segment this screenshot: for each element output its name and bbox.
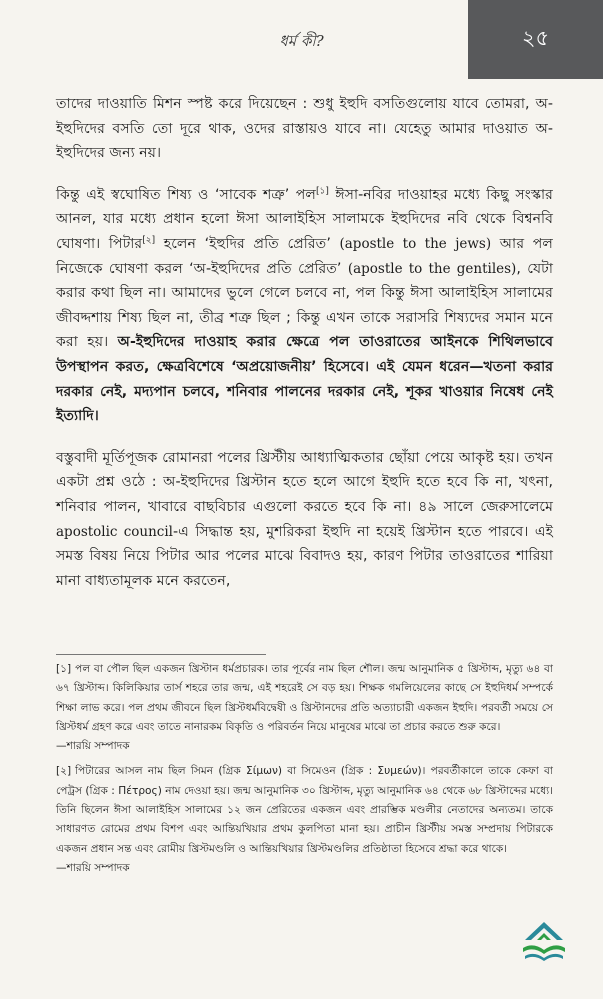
paragraph-3 [56, 446, 553, 594]
footnote-1-label: [১] [56, 663, 72, 675]
footnote-1-text: পল বা পৌল ছিল একজন খ্রিস্টান ধর্মপ্রচারক। তার পূর্বের নাম ছিল শৌল। জন্ম আনুমানিক ৫ খ্রিস্টাব্দ, মৃত্যু ৬৪ বা ৬৭ খ্রিস্টাব্দ। কিলিকিয়ার তার্স শহরে তার জন্ম, এই শহরেই সে বড় হয়। শিক্ষক গমলিয়েলের কাছে সে ইহুদিধর্ম সম্পর্কে শিক্ষা লাভ করে। পল প্রথম জীবনে ছিল খ্রিস্টধর্মবিদ্বেষী ও খ্রিস্টানদের প্রতি অত্যাচারী একজন ইহুদি। পরবর্তী সময়ে সে খ্রিস্টধর্ম গ্রহণ করে এবং তাতে নানারকম বিকৃতি ও পরিবর্তন নিয়ে মানুষের মাঝে তা প্রচার করতে শুরু করে। [56, 663, 553, 733]
p2-text-4: আর পল নিজেকে ঘোষণা করল ‘অ-ইহুদিদের প্রতি প্রেরিত’ [56, 235, 553, 277]
running-title: ধর্ম কী? [279, 32, 324, 50]
footnote-2 [56, 762, 553, 878]
p2-bold-text: অ-ইহুদিদের দাওয়াহ করার ক্ষেত্রে পল তাওরাতের আইনকে শিথিলভাবে উপস্থাপন করত, ক্ষেত্রবিশেষে ‘অপ্রয়োজনীয়’ হিসেবে। এই যেমন ধরেন—খতনা করার দরকার নেই, মদ্যপান চলবে, শনিবার পালনের দরকার নেই, শূকর খাওয়ার নিষেধ নেই ইত্যাদি। [56, 334, 553, 425]
footnote-1 [56, 660, 553, 756]
footnote-1-signature: —শারয়ি সম্পাদক [56, 740, 130, 753]
paragraph-1: তাদের দাওয়াতি মিশন স্পষ্ট করে দিয়েছেন : শুধু ইহুদি বসতিগুলোয় যাবে তোমরা, অ-ইহুদিদের বসতি তো দূরে থাক, ওদের রাস্তায়ও যাবে না। যেহেতু আমার দাওয়াত অ-ইহুদিদের জন্য নয়। [56, 96, 553, 162]
page-header [0, 0, 603, 80]
p2-text-1: কিন্তু এই স্বঘোষিত শিষ্য ও ‘সাবেক শত্রু’ পল [56, 186, 316, 203]
p2-text-5: , যেটা করার কথা ছিল না। আমাদের ভুলে গেলে চলবে না, পল কিন্তু ঈসা আলাইহিস সালামের জীবদ্দশায় শিষ্য ছিল না, তীব্র শত্রু ছিল ; কিন্তু এখন তাকে সরাসরি শিষ্যদের সমান মনে করা হয়। [56, 260, 554, 351]
footnote-ref-1[interactable]: [১] [315, 186, 329, 197]
footnote-2-signature: —শারয়ি সম্পাদক [56, 861, 130, 874]
p3-text-1: বস্তুবাদী মূর্তিপূজক রোমানরা পলের খ্রিস্টীয় আধ্যাত্মিকতার ছোঁয়া পেয়ে আকৃষ্ট হয়। তখন একটা প্রশ্ন ওঠে : অ-ইহুদিদের খ্রিস্টান হতে হলে আগে ইহুদি হতে হবে কি না, খৎনা, শনিবার পালন, খাবারে বাছবিচার এগুলো করতে হবে কি না। ৪৯ সালে জেরুসালেমে [56, 449, 553, 515]
p3-english: apostolic council [56, 523, 173, 540]
footnotes [56, 660, 553, 884]
publisher-logo-icon [519, 918, 569, 970]
page-number: ২৫ [468, 0, 603, 79]
p3-text-2: -এ সিদ্ধান্ত হয়, মুশরিকরা ইহুদি না হয়েই খ্রিস্টান হতে পারবে। এই সমস্ত বিষয় নিয়ে পিটার আর পলের মাঝে বিবাদও হয়, কারণ পিটার তাওরাতের শারিয়া মানা বাধ্যতামূলক মনে করতেন, [56, 523, 554, 589]
footnote-divider [56, 654, 266, 655]
footnote-2-text: পিটারের আসল নাম ছিল সিমন (গ্রিক Σίμων) বা সিমেওন (গ্রিক : Συμεών)। পরবর্তীকালে তাকে কেফা বা পেট্রস (গ্রিক : Πέτρος) নাম দেওয়া হয়। জন্ম আনুমানিক ৩০ খ্রিস্টাব্দ, মৃত্যু আনুমানিক ৬৪ থেকে ৬৮ খ্রিস্টাব্দের মধ্যে। তিনি ছিলেন ঈসা আলাইহিস সালামের ১২ জন প্রেরিতের একজন এবং প্রারম্ভিক মণ্ডলীর নেতাদের অন্যতম। তাকে সাধারণত রোমের প্রথম বিশপ এবং আন্তিয়খিয়ার প্রথম কুলপিতা মানা হয়। প্রাচীন খ্রিস্টীয় সমস্ত সম্প্রদায় পিটারকে একজন প্রধান সন্ত এবং রোমীয় খ্রিস্টমণ্ডলি ও আন্তিয়খিয়ার খ্রিস্টমণ্ডলির প্রতিষ্ঠাতা হিসেবে শ্রদ্ধা করে থাকে। [56, 765, 553, 855]
paragraph-2 [56, 183, 553, 429]
footnote-2-label: [২] [56, 765, 72, 778]
p2-english-1: (apostle to the jews) [339, 235, 492, 252]
p2-text-3: হলেন ‘ইহুদির প্রতি প্রেরিত’ [155, 235, 340, 252]
body-text [56, 92, 553, 610]
footnote-ref-2[interactable]: [২] [142, 235, 156, 246]
p2-english-2: (apostle to the gentiles) [347, 260, 517, 277]
p2-text-2: ঈসা-নবির দাওয়াহর মধ্যে কিছু সংস্কার আনল, যার মধ্যে প্রধান হলো ঈসা আলাইহিস সালামকে ইহুদিদের নবি থেকে বিশ্বনবি ঘোষণা। পিটার [56, 186, 553, 252]
